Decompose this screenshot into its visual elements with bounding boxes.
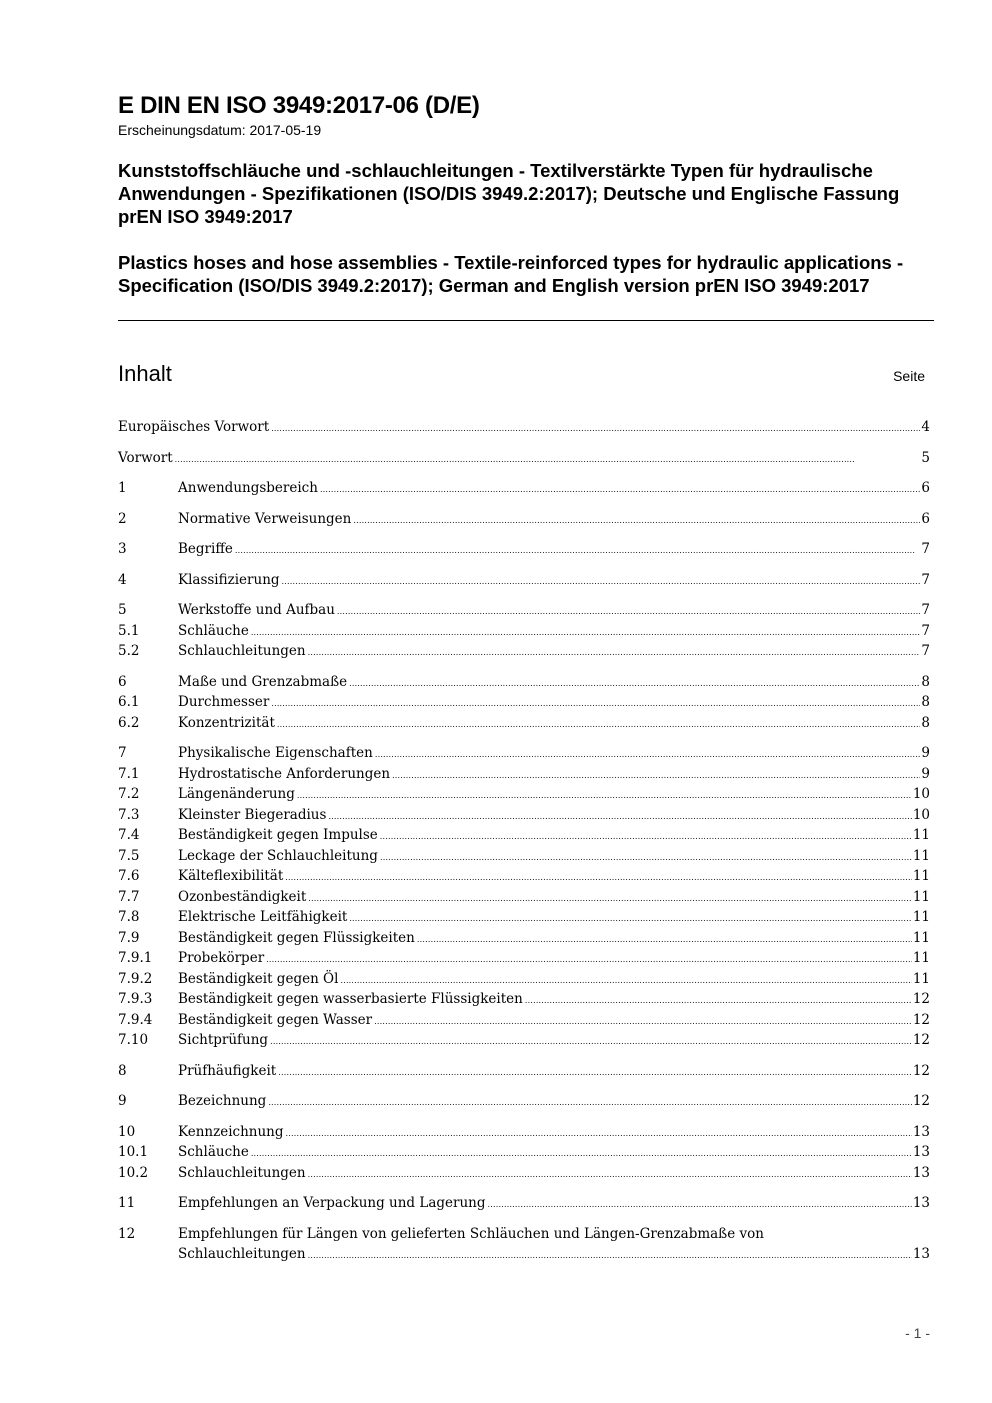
toc-entry-page: 7 — [921, 602, 930, 618]
toc-entry[interactable] — [118, 1122, 930, 1143]
toc-entry-title: Kleinster Biegeradius — [178, 806, 327, 823]
toc-entry[interactable] — [118, 825, 930, 846]
toc-entry-number: 9 — [118, 1093, 127, 1109]
toc-entry-page: 13 — [912, 1164, 930, 1181]
toc-leader-dots — [271, 692, 920, 715]
toc-entry-title: Hydrostatische Anforderungen — [178, 765, 391, 782]
toc-entry-title: Beständigkeit gegen Öl — [178, 970, 339, 987]
toc-entry[interactable] — [118, 570, 930, 591]
toc-entry-number: 7.8 — [118, 909, 140, 925]
toc-leader-dots — [417, 928, 912, 951]
toc-entry-page: 13 — [912, 1246, 930, 1262]
toc-entry-number: 10.2 — [118, 1164, 149, 1181]
toc-entry-page: 8 — [921, 694, 930, 710]
toc-entry[interactable] — [118, 887, 930, 908]
toc-entry-page: 5 — [921, 449, 930, 466]
toc-entry[interactable] — [118, 948, 930, 969]
publication-date: Erscheinungsdatum: 2017-05-19 — [118, 122, 322, 138]
toc-entry-page: 7 — [921, 541, 930, 557]
toc-entry-title: Durchmesser — [178, 694, 270, 710]
toc-entry-title: Schlauchleitungen — [178, 1164, 306, 1181]
toc-leader-dots — [251, 621, 921, 644]
toc-entry-title: Vorwort — [118, 449, 173, 466]
toc-heading: Inhalt — [118, 361, 172, 386]
toc-leader-dots — [392, 764, 920, 787]
toc-leader-dots — [285, 866, 912, 889]
toc-leader-dots — [308, 887, 912, 910]
toc-entry-page: 11 — [912, 827, 930, 843]
toc-entry-page: 7 — [921, 571, 930, 588]
toc-entry-page: 13 — [912, 1144, 930, 1160]
toc-entry-page: 7 — [921, 643, 930, 659]
toc-entry-number: 6.2 — [118, 714, 140, 731]
toc-entry-page: 6 — [921, 510, 930, 527]
toc-entry-page: 12 — [912, 1093, 930, 1109]
toc-entry-page: 11 — [912, 847, 930, 864]
toc-entry-title: Ozonbeständigkeit — [178, 888, 307, 905]
toc-entry-title: Physikalische Eigenschaften — [178, 745, 373, 761]
table-of-contents — [118, 417, 930, 1265]
toc-entry-number: 5 — [118, 602, 127, 618]
toc-entry-title: Klassifizierung — [178, 571, 280, 588]
toc-leader-dots — [375, 743, 921, 766]
toc-entry-number: 10.1 — [118, 1144, 149, 1160]
toc-entry[interactable] — [118, 539, 930, 560]
toc-entry-title: Empfehlungen für Längen von gelieferten Schläuchen und Längen-Grenzabmaße von — [178, 1225, 764, 1242]
toc-entry[interactable] — [118, 478, 930, 499]
toc-entry-page: 11 — [912, 929, 930, 946]
toc-entry-title: Beständigkeit gegen wasserbasierte Flüssigkeiten — [178, 991, 523, 1007]
toc-entry-title: Elektrische Leitfähigkeit — [178, 909, 348, 925]
toc-entry[interactable] — [118, 621, 930, 642]
toc-entry-page: 11 — [912, 868, 930, 884]
toc-entry-page: 8 — [921, 673, 930, 690]
toc-entry-title: Leckage der Schlauchleitung — [178, 847, 378, 864]
toc-entry[interactable] — [118, 672, 930, 693]
toc-leader-dots — [278, 1061, 912, 1084]
title-german: Kunststoffschläuche und -schlauchleitungen - Textilverstärkte Typen für hydraulische Anwendungen - Spezifikationen (ISO/DIS 3949.2:2017); Deutsche und Englische Fassung prEN ISO 3949:2017 — [118, 160, 900, 227]
toc-entry-page: 10 — [912, 806, 930, 823]
toc-entry-number: 7.5 — [118, 847, 140, 864]
toc-leader-dots — [380, 846, 912, 869]
toc-leader-dots — [349, 672, 920, 695]
toc-leader-dots — [353, 509, 920, 532]
toc-leader-dots — [266, 948, 912, 971]
page-number: - 1 - — [905, 1325, 930, 1341]
toc-leader-dots — [297, 784, 912, 807]
toc-entry-title: Beständigkeit gegen Impulse — [178, 827, 378, 843]
toc-entry-number: 2 — [118, 510, 127, 527]
toc-leader-dots — [340, 969, 911, 992]
toc-entry-number: 5.2 — [118, 643, 140, 659]
toc-entry-title: Normative Verweisungen — [178, 510, 352, 527]
toc-entry-page: 9 — [921, 745, 930, 761]
toc-entry[interactable] — [118, 928, 930, 949]
toc-entry-number: 4 — [118, 571, 127, 588]
toc-entry[interactable] — [118, 417, 930, 438]
toc-entry-title: Konzentrizität — [178, 714, 275, 731]
toc-entry-page: 10 — [912, 786, 930, 802]
document-id: E DIN EN ISO 3949:2017-06 (D/E) — [118, 92, 480, 119]
toc-entry[interactable] — [118, 866, 930, 887]
toc-leader-dots — [270, 1030, 912, 1053]
toc-leader-dots — [235, 539, 921, 562]
toc-leader-dots — [286, 1122, 912, 1145]
toc-entry[interactable] — [118, 989, 930, 1010]
toc-entry-title: Europäisches Vorwort — [118, 419, 270, 435]
toc-leader-dots — [380, 825, 912, 848]
toc-entry[interactable] — [118, 805, 930, 826]
toc-entry-number: 6.1 — [118, 694, 140, 710]
toc-entry[interactable] — [118, 1193, 930, 1214]
toc-entry-number: 7.2 — [118, 786, 140, 802]
toc-entry-number: 7.7 — [118, 888, 140, 905]
toc-entry[interactable] — [118, 1030, 930, 1051]
toc-entry-number: 7.9.4 — [118, 1011, 153, 1028]
toc-leader-dots — [328, 805, 911, 828]
toc-entry-number: 7.3 — [118, 806, 140, 823]
toc-entry-title: Beständigkeit gegen Wasser — [178, 1011, 373, 1028]
toc-entry-number: 7.9.2 — [118, 970, 153, 987]
toc-entry-title: Kennzeichnung — [178, 1123, 284, 1140]
toc-entry-page: 11 — [912, 950, 930, 966]
toc-entry-title: Sichtprüfung — [178, 1032, 269, 1048]
toc-entry[interactable] — [118, 713, 930, 734]
toc-entry-number: 12 — [118, 1225, 136, 1242]
toc-entry-title: Kälteflexibilität — [178, 868, 284, 884]
toc-entry-page: 8 — [921, 714, 930, 731]
toc-entry-number: 6 — [118, 673, 127, 690]
toc-leader-dots — [308, 1244, 912, 1267]
toc-entry-number: 7.6 — [118, 868, 140, 884]
toc-leader-dots — [175, 448, 921, 471]
toc-entry-title: Prüfhäufigkeit — [178, 1062, 277, 1079]
toc-entry-title: Begriffe — [178, 541, 233, 557]
header-divider — [118, 320, 934, 321]
toc-entry-number: 7.10 — [118, 1032, 149, 1048]
toc-entry-title: Schläuche — [178, 622, 249, 639]
toc-leader-dots — [268, 1091, 912, 1114]
toc-entry-page: 7 — [921, 622, 930, 639]
toc-leader-dots — [488, 1193, 912, 1216]
toc-entry[interactable] — [118, 641, 930, 662]
toc-entry[interactable] — [118, 1061, 930, 1082]
toc-entry-title: Werkstoffe und Aufbau — [178, 602, 335, 618]
toc-entry-title: Bezeichnung — [178, 1093, 267, 1109]
toc-entry[interactable] — [118, 1163, 930, 1184]
toc-entry-title: Probekörper — [178, 950, 265, 966]
toc-entry-title: Maße und Grenzabmaße — [178, 673, 348, 690]
toc-entry-page: 12 — [912, 1032, 930, 1048]
toc-leader-dots — [277, 713, 921, 736]
toc-entry-number: 7.9 — [118, 929, 140, 946]
toc-entry-page: 12 — [912, 991, 930, 1007]
toc-entry-page: 12 — [912, 1011, 930, 1028]
toc-page-column-label: Seite — [893, 368, 925, 384]
toc-entry-title: Anwendungsbereich — [178, 480, 318, 496]
toc-leader-dots — [308, 1163, 912, 1186]
toc-entry-number: 7.1 — [118, 765, 140, 782]
toc-entry-number: 11 — [118, 1195, 136, 1211]
toc-entry[interactable] — [118, 846, 930, 867]
toc-leader-dots — [374, 1010, 912, 1033]
toc-entry-page: 11 — [912, 909, 930, 925]
title-english: Plastics hoses and hose assemblies - Textile-reinforced types for hydraulic applications - Specification (ISO/DIS 3949.2:2017); German and English version prEN ISO 3949:2017 — [118, 252, 904, 296]
toc-entry-number: 7.4 — [118, 827, 140, 843]
toc-entry[interactable] — [118, 1091, 930, 1112]
toc-entry-title-continued: Schlauchleitungen — [178, 1246, 306, 1262]
toc-entry-number: 7.9.1 — [118, 950, 153, 966]
toc-entry[interactable] — [118, 692, 930, 713]
toc-entry-number: 7 — [118, 745, 127, 761]
toc-entry-page: 11 — [912, 970, 930, 987]
toc-entry[interactable] — [118, 509, 930, 530]
toc-entry-number: 5.1 — [118, 622, 140, 639]
toc-entry-number: 10 — [118, 1123, 136, 1140]
toc-entry-page: 13 — [912, 1195, 930, 1211]
toc-entry[interactable] — [118, 1142, 930, 1163]
toc-leader-dots — [337, 600, 921, 623]
toc-entry[interactable] — [118, 600, 930, 621]
toc-entry[interactable] — [118, 1224, 930, 1265]
toc-entry[interactable] — [118, 969, 930, 990]
toc-entry-page: 13 — [912, 1123, 930, 1140]
toc-entry[interactable] — [118, 448, 930, 469]
toc-entry-number: 3 — [118, 541, 127, 557]
toc-entry-page: 12 — [912, 1062, 930, 1079]
toc-entry-title: Längenänderung — [178, 786, 295, 802]
toc-entry[interactable] — [118, 743, 930, 764]
toc-entry-number: 7.9.3 — [118, 991, 153, 1007]
toc-leader-dots — [282, 570, 921, 593]
toc-entry-number: 8 — [118, 1062, 127, 1079]
toc-leader-dots — [525, 989, 912, 1012]
toc-leader-dots — [349, 907, 912, 930]
toc-entry[interactable] — [118, 907, 930, 928]
toc-entry-page: 4 — [921, 419, 930, 435]
toc-entry-title: Beständigkeit gegen Flüssigkeiten — [178, 929, 415, 946]
toc-entry-page: 11 — [912, 888, 930, 905]
toc-leader-dots — [251, 1142, 912, 1165]
toc-entry[interactable] — [118, 1010, 930, 1031]
toc-entry[interactable] — [118, 764, 930, 785]
toc-entry[interactable] — [118, 784, 930, 805]
toc-entry-page: 6 — [921, 480, 930, 496]
toc-entry-number: 1 — [118, 480, 127, 496]
toc-entry-title: Schläuche — [178, 1144, 249, 1160]
toc-leader-dots — [308, 641, 921, 664]
toc-leader-dots — [320, 478, 920, 501]
toc-entry-title: Schlauchleitungen — [178, 643, 306, 659]
toc-entry-page: 9 — [921, 765, 930, 782]
toc-leader-dots — [271, 417, 920, 440]
document-page — [118, 0, 934, 1403]
toc-entry-title: Empfehlungen an Verpackung und Lagerung — [178, 1195, 486, 1211]
